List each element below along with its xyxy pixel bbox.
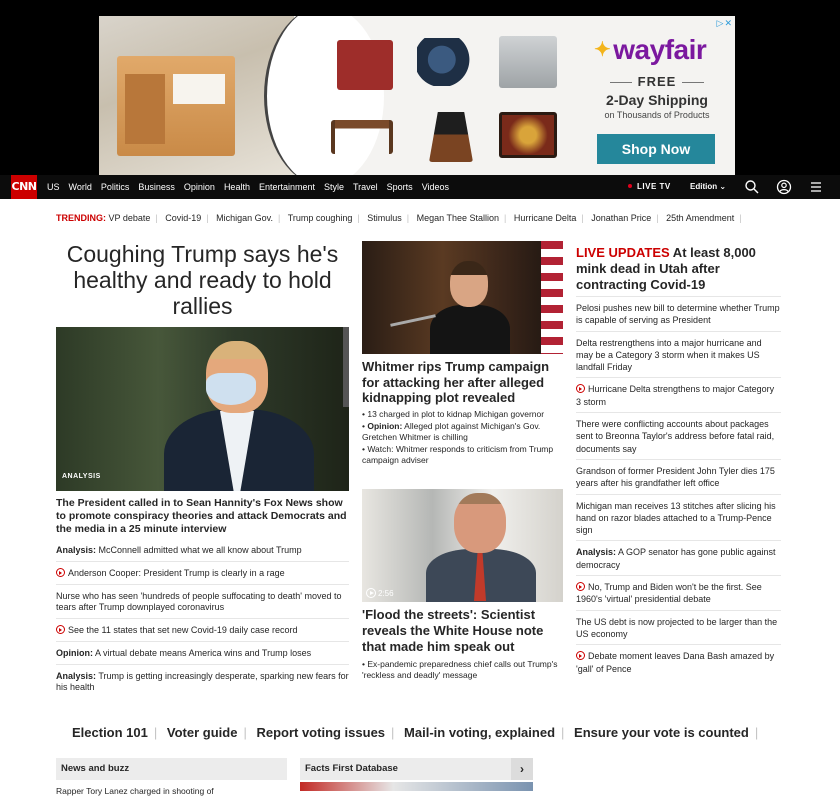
ad-product-picnic-table xyxy=(331,120,393,154)
live-dot-icon xyxy=(628,184,632,188)
account-icon[interactable] xyxy=(776,179,792,195)
voter-guide-link[interactable]: Voter guide xyxy=(166,725,238,740)
whitmer-story-image[interactable] xyxy=(362,241,563,354)
election-101-link[interactable]: Election 101 xyxy=(72,725,148,740)
nav-link-videos[interactable]: Videos xyxy=(421,182,450,192)
trending-item-vp-debate[interactable]: VP debate xyxy=(108,213,151,223)
list-item[interactable]: Debate moment leaves Dana Bash amazed by 'gall' of Pence xyxy=(576,644,781,679)
play-video-icon xyxy=(366,588,376,598)
live-updates-headline[interactable]: LIVE UPDATES At least 8,000 mink dead in Utah after contracting Covid-19 xyxy=(576,245,756,292)
whitmer-headline[interactable]: Whitmer rips Trump campaign for attacking her after alleged kidnapping plot revealed xyxy=(362,359,550,405)
menu-icon[interactable] xyxy=(808,179,824,195)
play-video-icon xyxy=(56,625,65,634)
nav-link-business[interactable]: Business xyxy=(138,182,175,192)
nav-links xyxy=(47,175,458,199)
list-item[interactable]: See the 11 states that set new Covid-19 daily case record xyxy=(56,618,349,641)
nav-link-style[interactable]: Style xyxy=(323,182,344,192)
news-and-buzz-first-item[interactable]: Rapper Tory Lanez charged in shooting of xyxy=(56,786,214,796)
wayfair-ad[interactable] xyxy=(99,16,735,175)
trending-item-25th-amendment[interactable]: 25th Amendment xyxy=(666,213,735,223)
ad-product-cookware xyxy=(417,38,479,86)
chevron-right-icon[interactable]: › xyxy=(511,758,533,780)
list-item[interactable]: • Opinion: Alleged plot against Michigan's Gov. Gretchen Whitmer is chilling xyxy=(362,421,541,442)
trending-item-stimulus[interactable]: Stimulus xyxy=(367,213,402,223)
list-item[interactable]: Opinion: A virtual debate means America wins and Trump loses xyxy=(56,641,349,664)
scientist-story-image[interactable] xyxy=(362,489,563,602)
trending-item-hurricane-delta[interactable]: Hurricane Delta xyxy=(513,213,577,223)
trending-item-covid[interactable]: Covid-19 xyxy=(165,213,202,223)
nav-link-sports[interactable]: Sports xyxy=(386,182,413,192)
play-video-icon xyxy=(576,651,585,660)
list-item[interactable]: • Watch: Whitmer responds to criticism from Trump campaign adviser xyxy=(362,444,554,465)
nav-link-world[interactable]: World xyxy=(68,182,92,192)
list-item[interactable]: Analysis: McConnell admitted what we all know about Trump xyxy=(56,545,302,555)
facts-first-header[interactable]: Facts First Database › xyxy=(300,758,533,780)
analysis-badge: ANALYSIS xyxy=(62,473,101,480)
lead-headline[interactable]: Coughing Trump says he's healthy and ready to hold rallies xyxy=(66,241,339,319)
ad-shipping-label: 2-Day Shipping xyxy=(606,92,708,108)
whitmer-bullets xyxy=(362,409,563,467)
ad-product-knife-block xyxy=(429,112,473,162)
list-item[interactable]: Hurricane Delta strengthens to major Category 3 storm xyxy=(576,377,781,412)
scientist-bullets xyxy=(362,659,563,681)
play-video-icon xyxy=(56,568,65,577)
cnn-logo[interactable]: CNN xyxy=(11,175,37,199)
edition-dropdown[interactable]: Edition ⌄ xyxy=(690,182,727,191)
search-icon[interactable] xyxy=(744,179,760,195)
list-item[interactable]: Grandson of former President John Tyler dies 175 years after his grandfather left office xyxy=(576,459,781,494)
ad-product-cabinet xyxy=(337,40,393,90)
list-item[interactable]: Delta restrengthens into a major hurricane and may be a Category 3 storm when it makes US landfall Friday xyxy=(576,331,781,378)
list-item[interactable]: • Ex-pandemic preparedness chief calls out Trump's 'reckless and deadly' message xyxy=(362,659,558,680)
list-item[interactable]: Analysis: A GOP senator has gone public against democracy xyxy=(576,540,781,575)
trending-label: TRENDING: xyxy=(56,213,106,223)
ad-product-wall-art xyxy=(499,112,557,158)
list-item[interactable]: Pelosi pushes new bill to determine whether Trump is capable of serving as President xyxy=(576,296,781,331)
list-item[interactable]: Michigan man receives 13 stitches after slicing his hand on razor blades attached to a Trump-Pence sign xyxy=(576,494,781,541)
mail-in-voting-link[interactable]: Mail-in voting, explained xyxy=(404,725,556,740)
lead-related-list xyxy=(56,539,349,698)
nav-link-health[interactable]: Health xyxy=(223,182,250,192)
report-voting-issues-link[interactable]: Report voting issues xyxy=(256,725,386,740)
nav-link-opinion[interactable]: Opinion xyxy=(183,182,215,192)
list-item[interactable]: The US debt is now projected to be larger than the US economy xyxy=(576,610,781,645)
facts-first-image[interactable] xyxy=(300,782,533,791)
list-item[interactable]: • 13 charged in plot to kidnap Michigan governor xyxy=(362,409,545,419)
ad-shop-now-button[interactable]: Shop Now xyxy=(597,134,715,164)
play-video-icon xyxy=(576,384,585,393)
ensure-vote-counted-link[interactable]: Ensure your vote is counted xyxy=(574,725,749,740)
ad-free-label: FREE xyxy=(597,74,717,89)
ad-subtext: on Thousands of Products xyxy=(604,110,710,120)
nav-link-entertainment[interactable]: Entertainment xyxy=(258,182,315,192)
ad-close-icon[interactable]: ▷✕ xyxy=(716,18,733,28)
nav-link-travel[interactable]: Travel xyxy=(353,182,378,192)
nav-link-politics[interactable]: Politics xyxy=(100,182,130,192)
list-item[interactable]: Analysis: Trump is getting increasingly desperate, sparking new fears for his health xyxy=(56,664,349,698)
nav-link-us[interactable]: US xyxy=(47,182,60,192)
scientist-headline[interactable]: 'Flood the streets': Scientist reveals the White House note that made him speak out xyxy=(362,607,544,654)
wayfair-logo-icon: ✦ xyxy=(594,39,611,61)
wayfair-logo: ✦ wayfair xyxy=(594,34,707,65)
video-duration-badge: 2:56 xyxy=(366,588,394,598)
live-tv-link[interactable]: LIVE TV xyxy=(628,175,671,199)
lead-story-image[interactable] xyxy=(56,327,349,491)
list-item[interactable]: No, Trump and Biden won't be the first. See 1960's 'virtual' presidential debate xyxy=(576,575,781,610)
trending-item-michigan-gov[interactable]: Michigan Gov. xyxy=(216,213,273,223)
election-links-bar: Election 101 | Voter guide | Report voting issues | Mail-in voting, explained | Ensure your vote is counted | xyxy=(72,725,759,740)
trending-bar: TRENDING: VP debate | Covid-19 | Michigan Gov. | Trump coughing | Stimulus | Megan Thee Stallion | Hurricane Delta | Jonathan Price | 25th Amendment | xyxy=(56,213,742,223)
trending-item-trump-coughing[interactable]: Trump coughing xyxy=(287,213,353,223)
news-and-buzz-header: News and buzz xyxy=(56,758,287,780)
list-item[interactable]: Anderson Cooper: President Trump is clearly in a rage xyxy=(56,561,349,584)
lead-subheadline[interactable]: The President called in to Sean Hannity's Fox News show to promote conspiracy theories and attack Democrats and the media in a 25 minute interview xyxy=(56,497,347,535)
right-story-list xyxy=(576,296,781,679)
trending-item-jonathan-price[interactable]: Jonathan Price xyxy=(591,213,652,223)
play-video-icon xyxy=(576,582,585,591)
trending-item-megan-thee-stallion[interactable]: Megan Thee Stallion xyxy=(416,213,500,223)
list-item[interactable]: There were conflicting accounts about packages sent to Breonna Taylor's address before fatal raid, documents say xyxy=(576,412,781,459)
list-item[interactable]: Nurse who has seen 'hundreds of people suffocating to death' moved to tears after Trump downplayed coronavirus xyxy=(56,584,349,618)
ad-product-range xyxy=(499,36,557,88)
